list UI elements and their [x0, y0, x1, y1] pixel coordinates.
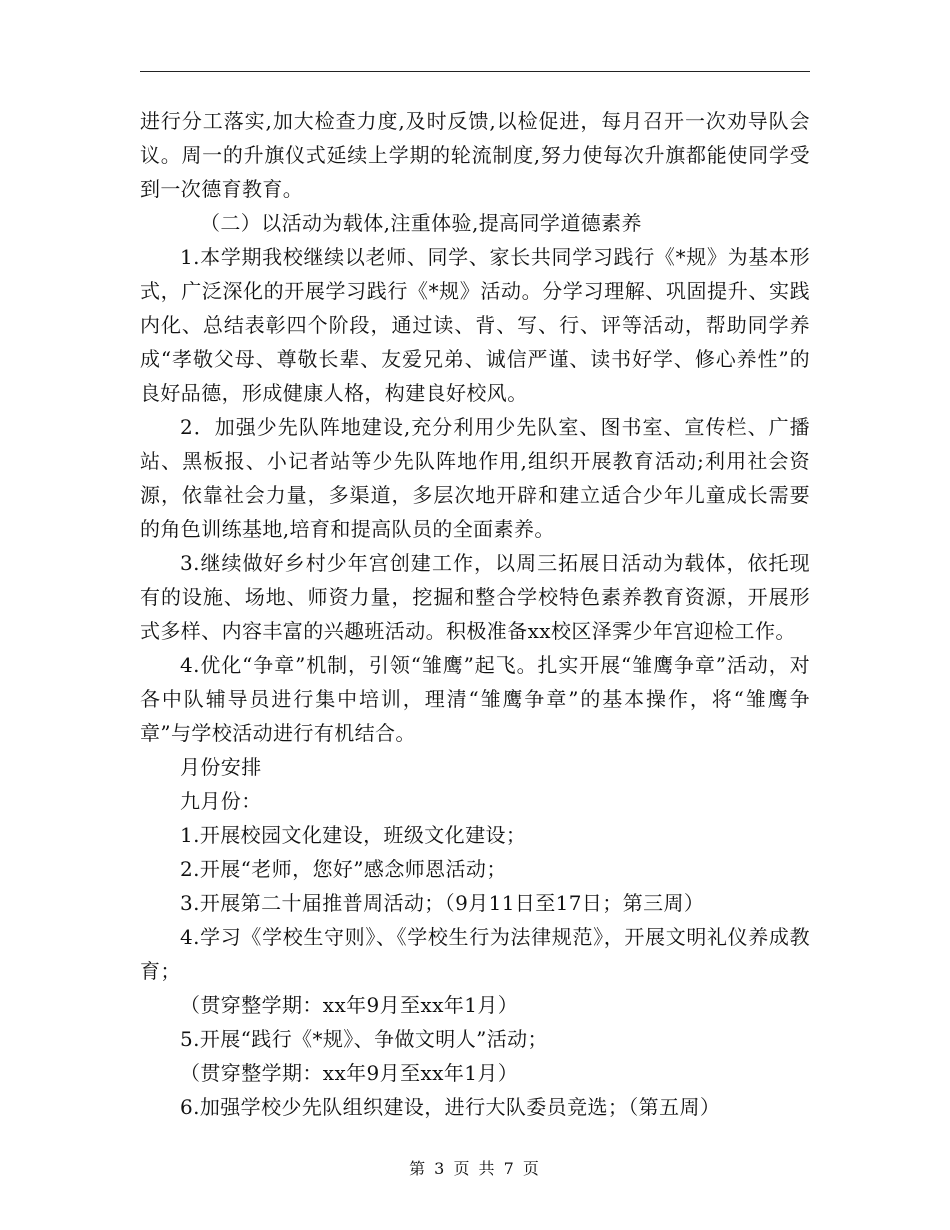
document-body [140, 104, 810, 1124]
september-item-3: 3.开展第二十届推普周活动；（9月11日至17日；第三周） [180, 891, 705, 915]
page-number: 第 3 页 共 7 页 [409, 1159, 541, 1178]
september-item-2: 2.开展“老师，您好”感念师恩活动； [180, 857, 507, 881]
september-heading: 九月份： [180, 789, 262, 813]
paragraph-item-1: 1.本学期我校继续以老师、同学、家长共同学习践行《*规》为基本形式，广泛深化的开展学习践行《*规》活动。分学习理解、巩固提升、实践内化、总结表彰四个阶段，通过读、背、写、行、评等活动，帮助同学养成“孝敬父母、尊敬长辈、友爱兄弟、诚信严谨、读书好学、修心养性”的良好品德，形成健康人格，构建良好校风。 [140, 245, 810, 405]
september-item-4-duration: （贯穿整学期：xx年9月至xx年1月） [180, 993, 519, 1017]
september-item-6: 6.加强学校少先队组织建设，进行大队委员竞选；（第五周） [180, 1095, 721, 1119]
september-item-4: 4.学习《学校生守则》、《学校生行为法律规范》，开展文明礼仪养成教育； [140, 925, 810, 983]
september-item-5: 5.开展“践行《*规》、争做文明人”活动； [180, 1027, 548, 1051]
paragraph-item-3: 3.继续做好乡村少年宫创建工作，以周三拓展日活动为载体，依托现有的设施、场地、师资力量，挖掘和整合学校特色素养教育资源，开展形式多样、内容丰富的兴趣班活动。积极准备xx校区泽霁少年宫迎检工作。 [140, 551, 810, 643]
monthly-schedule-heading: 月份安排 [180, 755, 262, 779]
header-rule [140, 71, 810, 72]
paragraph-item-2: 2．加强少先队阵地建设,充分利用少先队室、图书室、宣传栏、广播站、黑板报、小记者站等少先队阵地作用,组织开展教育活动;利用社会资源，依靠社会力量，多渠道，多层次地开辟和建立适合少年儿童成长需要的角色训练基地,培育和提高队员的全面素养。 [140, 415, 810, 541]
paragraph-inspection-continuation: 进行分工落实,加大检查力度,及时反馈,以检促进，每月召开一次劝导队会议。周一的升旗仪式延续上学期的轮流制度,努力使每次升旗都能使同学受到一次德育教育。 [140, 109, 810, 201]
september-item-1: 1.开展校园文化建设，班级文化建设； [180, 823, 527, 847]
section-heading-activities: （二）以活动为载体,注重体验,提高同学道德素养 [200, 211, 642, 235]
september-item-5-duration: （贯穿整学期：xx年9月至xx年1月） [180, 1061, 519, 1085]
paragraph-item-4: 4.优化“争章”机制，引领“雏鹰”起飞。扎实开展“雏鹰争章”活动，对各中队辅导员进行集中培训，理清“雏鹰争章”的基本操作，将“雏鹰争章”与学校活动进行有机结合。 [140, 653, 810, 745]
